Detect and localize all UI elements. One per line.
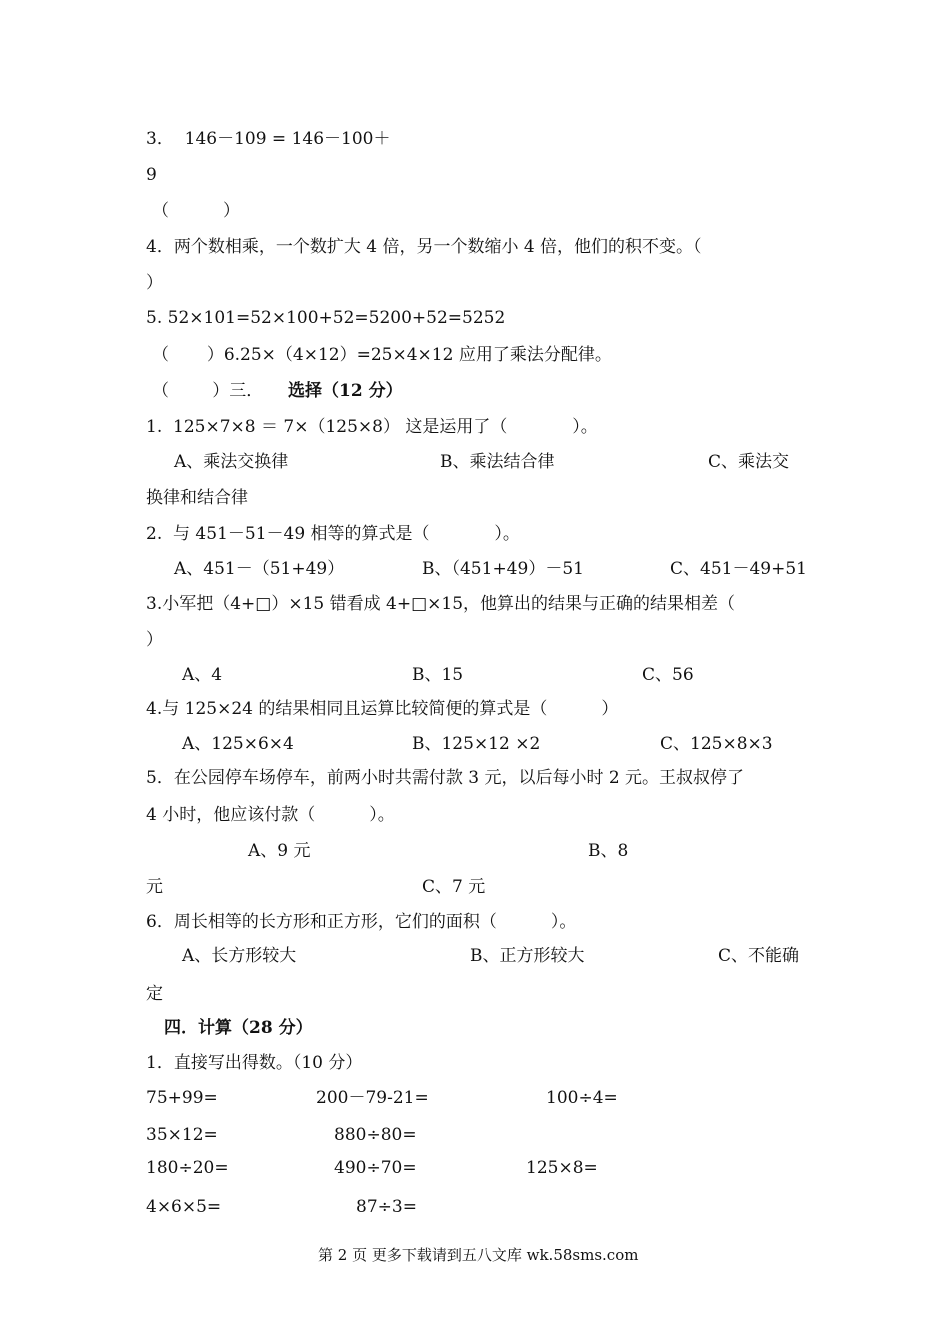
text-line-l03: （ ） — [152, 201, 241, 221]
text-line-l16a: A、4 — [182, 665, 223, 685]
text-line-l20: 4 小时，他应该付款（ ）。 — [146, 805, 395, 825]
text-line-l21a: A、9 元 — [248, 841, 311, 861]
text-line-l14: 3.小军把（4+□）×15 错看成 4+□×15，他算出的结果与正确的结果相差（ — [146, 594, 736, 614]
text-line-l29a: 35×12= — [146, 1125, 218, 1145]
text-line-l30b: 490÷70= — [334, 1158, 417, 1178]
text-line-l30c: 125×8= — [526, 1158, 598, 1178]
text-line-l12: 2. 与 451－51－49 相等的算式是（ ）。 — [146, 524, 520, 544]
text-line-l15: ） — [146, 630, 163, 650]
text-line-l24b: B、正方形较大 — [470, 946, 585, 966]
text-line-l16c: C、56 — [642, 665, 694, 685]
text-line-l06: 5. 52×101=52×100+52=5200+52=5252 — [146, 308, 506, 328]
text-line-l09: 1. 125×7×8 ＝ 7×（125×8） 这是运用了（ ）。 — [146, 417, 598, 437]
text-line-l31b: 87÷3= — [356, 1197, 417, 1217]
text-line-l25: 定 — [146, 984, 163, 1004]
text-line-l02: 9 — [146, 165, 157, 185]
text-line-l22b: C、7 元 — [422, 877, 486, 897]
text-line-l13c: C、451－49+51 — [670, 559, 807, 579]
text-line-l28b: 200－79-21= — [316, 1088, 429, 1108]
text-line-l13a: A、451－（51+49） — [174, 559, 345, 579]
text-line-l27: 1．直接写出得数。（10 分） — [146, 1053, 363, 1073]
text-line-l29b: 880÷80= — [334, 1125, 417, 1145]
page-footer: 第 2 页 更多下载请到五八文库 wk.58sms.com — [318, 1246, 639, 1264]
text-line-l08a: （ ）三． — [152, 381, 264, 401]
text-line-l10a: A、乘法交换律 — [174, 452, 289, 472]
text-line-l30a: 180÷20= — [146, 1158, 229, 1178]
text-line-l16b: B、15 — [412, 665, 464, 685]
text-line-l10b: B、乘法结合律 — [440, 452, 555, 472]
text-line-l11: 换律和结合律 — [146, 488, 248, 508]
text-line-l18c: C、125×8×3 — [660, 734, 773, 754]
text-line-l28c: 100÷4= — [546, 1088, 618, 1108]
text-line-l13b: B、（451+49）－51 — [422, 559, 584, 579]
text-line-l23: 6．周长相等的长方形和正方形，它们的面积（ ）。 — [146, 912, 577, 932]
text-line-l19: 5．在公园停车场停车，前两小时共需付款 3 元，以后每小时 2 元。王叔叔停了 — [146, 768, 745, 788]
text-line-l10c: C、乘法交 — [708, 452, 790, 472]
text-line-l22a: 元 — [146, 877, 163, 897]
text-line-l31a: 4×6×5= — [146, 1197, 222, 1217]
text-line-l24c: C、不能确 — [718, 946, 800, 966]
text-line-l28a: 75+99= — [146, 1088, 218, 1108]
text-line-l26: 四．计算（28 分） — [164, 1018, 313, 1038]
text-line-l21b: B、8 — [588, 841, 629, 861]
text-line-l18b: B、125×12 ×2 — [412, 734, 541, 754]
text-line-l05: ） — [146, 273, 163, 293]
text-line-l17: 4.与 125×24 的结果相同且运算比较简便的算式是（ ） — [146, 699, 619, 719]
text-line-l24a: A、长方形较大 — [182, 946, 297, 966]
text-line-l08b: 选择（12 分） — [288, 381, 403, 401]
text-line-l04: 4．两个数相乘，一个数扩大 4 倍，另一个数缩小 4 倍，他们的积不变。（ — [146, 237, 702, 257]
text-line-l07: （ ）6.25×（4×12）=25×4×12 应用了乘法分配律。 — [152, 345, 612, 365]
text-line-l01: 3． 146－109 = 146－100＋ — [146, 129, 391, 149]
text-line-l18a: A、125×6×4 — [182, 734, 294, 754]
